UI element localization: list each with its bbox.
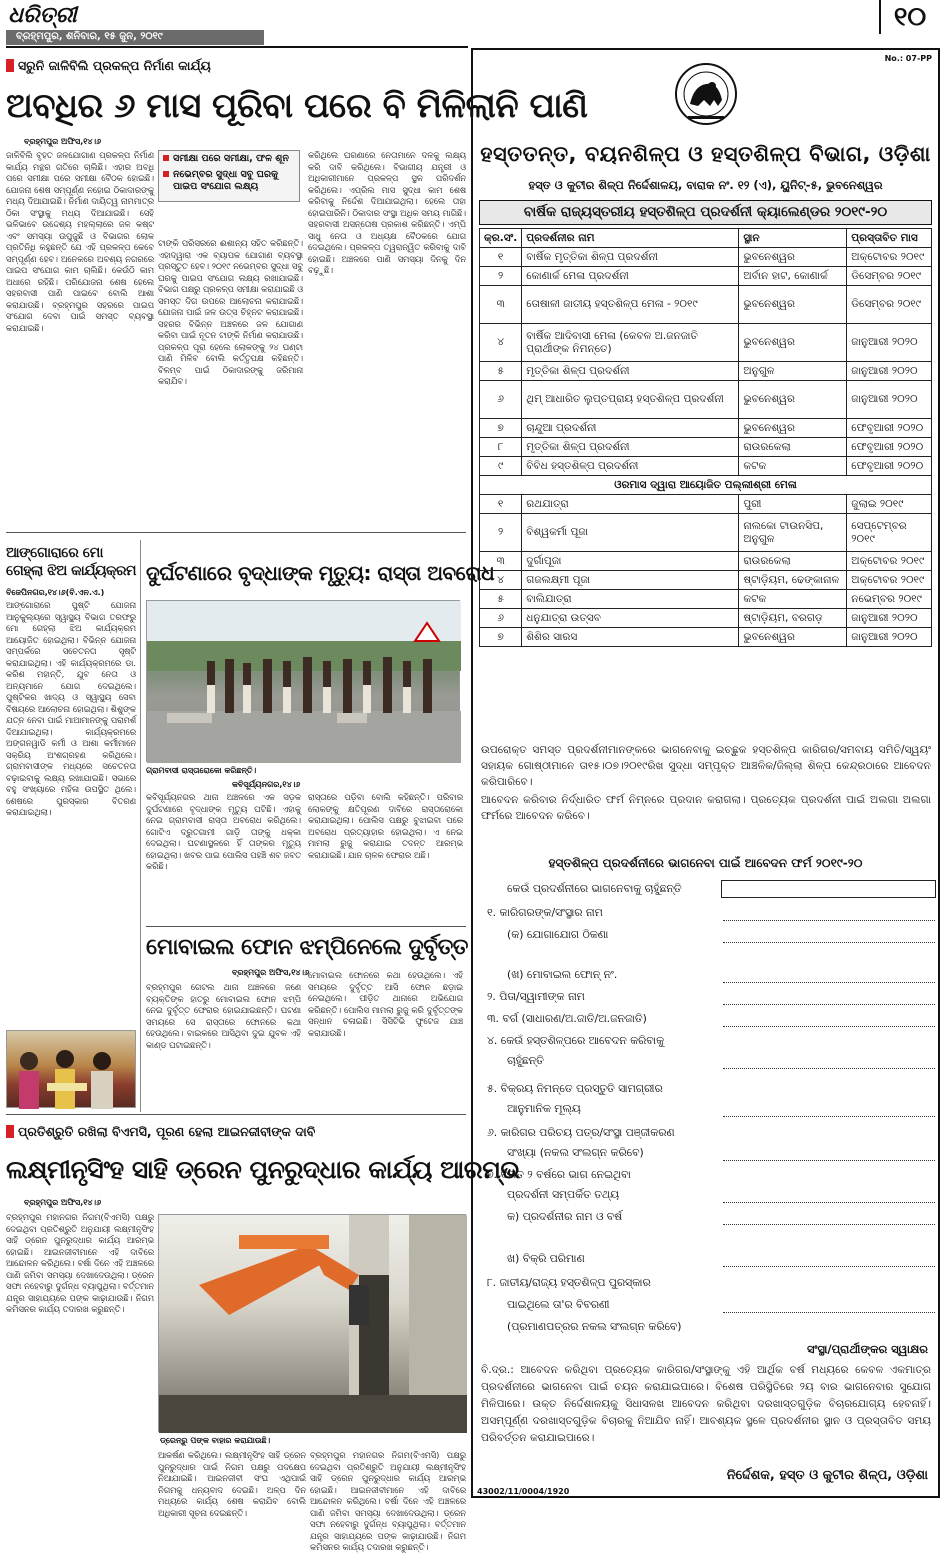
form-field: (ପ୍ରମାଣପତ୍ରର ନକଲ ସଂଲଗ୍ନ କରିବେ) (507, 1320, 682, 1333)
form-field: ପାଇଥିଲେ ତା'ର ବିବରଣୀ (507, 1298, 610, 1311)
form-field: ୫. ବିକ୍ରୟ ନିମନ୍ତେ ପ୍ରସ୍ତୁତି ସାମଗ୍ରୀର (487, 1082, 663, 1095)
form-blank-line (723, 1266, 935, 1267)
story1-col1: ଜାଳିବିଲି ବୃହତ ଜଳଯୋଗାଣ ପ୍ରକଳ୍ପ ନିର୍ମାଣ କାର୍ଯ୍ୟ ମନ୍ଥର ଗତିରେ ଚାଲିଛି। ଏହାର ଅବଧି ପରେ ସମୀକ୍ଷା ପରେ ସମୀକ୍ଷା ବୈଠକ ହୋଇଛି। ଯୋଜନା ଶେଷ ସମ୍ପୂର୍ଣ୍ଣ ନହୋଇ ଠିକାଦାରଙ୍କୁ ମଧ୍ୟ ଦିଆଯାଇଛି। ନିର୍ମାଣ ଦାୟିତ୍ୱ ନାମମାତ୍ର ଠିକା ସଂସ୍ଥାକୁ ମଧ୍ୟ ଦିଆଯାଇଛି। ସେହି ଭଳିଭାବେ ଉଦ୍ଦେଶ୍ୟ ମହଲ୍ଲାରେ ଜଳ କଷ୍ଟ ଏବଂ ସମସ୍ୟା ଉପୁଜୁଛି ଓ ବିଭାଗର ଲୋକ ପ୍ରତିନିଧି କହୁଛନ୍ତି ଯେ ଏହି ପ୍ରକଳ୍ପ କେବେ ସମ୍ପୂର୍ଣ୍ଣ ହେବ। ଅନେକରେ ଅବଶ୍ୟ ନଗରରେ ପାଇପ ସଂଯୋଗ କାମ ଚାଲିଛି। କେଉଁଠି କାମ ଅଧାରେ ରହିଛି। ପରିଯୋଜନା ଶେଷ ହେଲେ ସହରବାସୀ ପାଣି ପାଇବେ ବୋଲି ଆଶା କରାଯାଉଛି। ବ୍ରହ୍ମପୁର ସହରରେ ପାଇପ ସଂଯୋଗ ଦେବା ପାଇଁ ସମସ୍ତ ବ୍ୟବସ୍ଥା କରାଯାଇଛି। (6, 150, 154, 333)
story5-byline: ବ୍ରହ୍ମପୁର ଅଫିସ,୧୪।୬ (24, 1198, 102, 1207)
table-row: ୭ ଚାନ୍ଦୁଆ ପ୍ରଦର୍ଶନୀ ଭୁବନେଶ୍ୱର ଫେବୃଆରୀ ୨୦୨୦ (480, 419, 932, 438)
table-row: ୨ ବିଶ୍ୱକର୍ମା ପୂଜା ନାଲକୋ ଟାଉନସିପ, ଅନୁଗୁଳ ସେପ୍ଟେମ୍ବର ୨୦୧୯ (480, 514, 932, 552)
highlight-item: ନଭେମ୍ବର ସୁଦ୍ଧା ସବୁ ଘରକୁ ପାଇପ ସଂଯୋଗ ଲକ୍ଷ୍ୟ (159, 167, 299, 195)
table-row: ୬ ଥିମ୍ ଆଧାରିତ ଲୁପ୍ତପ୍ରାୟ ହସ୍ତଶିଳ୍ପ ପ୍ରଦର୍ଶନୀ ଭୁବନେଶ୍ୱର ଜାନୁଆରୀ ୨୦୨୦ (480, 381, 932, 419)
story5-caption: ଡ୍ରେନ୍ରୁ ପଙ୍କ ବାହାର କରାଯାଉଛି। (160, 1436, 271, 1445)
column-divider (140, 540, 141, 1112)
table-row: ୩ ଦୁର୍ଗାପୂଜା ରାଉରକେଲା ଅକ୍ଟୋବର ୨୦୧୯ (480, 552, 932, 571)
red-bar-icon (6, 59, 14, 72)
form-field: ୮. ଜାତୀୟ/ରାଜ୍ୟ ହସ୍ତଶିଳ୍ପ ପୁରସ୍କାର (487, 1276, 651, 1289)
form-blank-line (723, 1026, 935, 1027)
form-blank-line (723, 1004, 935, 1005)
table-header-row (480, 229, 932, 248)
divider (6, 532, 466, 533)
header-place: ସ୍ଥାନ (739, 229, 847, 248)
form-field: ଆନୁମାନିକ ମୂଲ୍ୟ (507, 1102, 581, 1115)
top-rule (6, 46, 468, 48)
story5-headline: ଲକ୍ଷ୍ମୀନୃସିଂହ ସାହି ଡ୍ରେନ ପୁନରୁଦ୍ଧାର କାର୍ଯ୍ୟ ଆରମ୍ଭ (6, 1155, 520, 1184)
table-row: ୫ ମୃତ୍ତିକା ଶିଳ୍ପ ପ୍ରଦର୍ଶନୀ ଅନୁଗୁଳ ଜାନୁଆରୀ ୨୦୨୦ (480, 362, 932, 381)
story2-body: ଆଙ୍ଗୋରାରେ ପୁଷ୍ଟି ଯୋଜନା ଆନୁକୁଲ୍ୟରେ ସ୍ୱାସ୍ଥ୍ୟ ବିଭାଗ ତରଫରୁ ମୋ ଗେହ୍ଲା ଝିଅ କାର୍ଯ୍ୟକ୍ରମ ଆୟୋଜିତ ହୋଇଥିଲା। ବିଭିନ୍ନ ଯୋଜନା ସମ୍ପର୍କରେ ସଚେତନତା ସୃଷ୍ଟି କରାଯାଇଥିଲା। ଏହି କାର୍ଯ୍ୟକ୍ରମରେ ଡା. କରିଶ ମହାନ୍ତି, ଯୁବ ନେତା ଓ ଅନ୍ୟମାନେ ଯୋଗ ଦେଇଥିଲେ। ପୁଷ୍ଟିକର ଖାଦ୍ୟ ଓ ସ୍ୱାସ୍ଥ୍ୟ ସେବା ବିଷୟରେ ଆଲୋଚନା ହୋଇଥିଲା। ଶିଶୁଙ୍କ ଯତ୍ନ ନେବା ପାଇଁ ମାଆମାନଙ୍କୁ ପରାମର୍ଶ ଦିଆଯାଇଥିଲା। କାର୍ଯ୍ୟକ୍ରମରେ ଅଙ୍ଗନୱାଡି କର୍ମୀ ଓ ଆଶା କର୍ମୀମାନେ ସକ୍ରିୟ ଅଂଶଗ୍ରହଣ କରିଥିଲେ। ଗ୍ରାମବାସୀଙ୍କ ମଧ୍ୟରେ ସଚେତନତା ବଢ଼ାଇବାକୁ ଲକ୍ଷ୍ୟ ରଖାଯାଇଛି। ସଭାରେ ବହୁ ସଂଖ୍ୟାରେ ମହିଳା ଉପସ୍ଥିତ ଥିଲେ। ଶେଷରେ ପୁରସ୍କାର ବିତରଣ କରାଯାଇଥିଲା। (6, 600, 136, 817)
ad-note: ବି.ଦ୍ର.: ଆବେଦନ କରିଥିବା ପ୍ରତ୍ୟେକ କାରିଗର/ସଂସ୍ଥାଙ୍କୁ ଏହି ଆର୍ଥିକ ବର୍ଷ ମଧ୍ୟରେ କେବଳ ଏକମାତ୍ର ପ୍ରଦର୍ଶନୀରେ ଭାଗନେବା ପାଇଁ ଚୟନ କରାଯାଇପାରେ। ବିଶେଷ ପରିସ୍ଥିତିରେ ୨ୟ ବାର ଭାଗନେବାର ସୁଯୋଗ ମିଳିପାରେ। ଉକ୍ତ ନିର୍ଦ୍ଦେଶାଳୟକୁ ସିଧାସଳଖ ଆବେଦନ କରିଥିବା ଦରଖାସ୍ତଗୁଡ଼ିକ ବିଚାରଯୋଗ୍ୟ ହେବନାହିଁ। ଅସମ୍ପୂର୍ଣ୍ଣ ଦରଖାସ୍ତଗୁଡ଼ିକ ବିଚାରକୁ ନିଆଯିବ ନାହିଁ। ଆବଶ୍ୟକ ସ୍ଥଳେ ପ୍ରଦର୍ଶନୀର ସ୍ଥାନ ଓ ପ୍ରସ୍ତାବିତ ସମୟ ପରିବର୍ତ୍ତନ କରାଯାଇପାରେ। (481, 1364, 931, 1444)
ad-ref-number: No.: 07-PP (884, 54, 932, 63)
story1-byline: ବ୍ରହ୍ମପୁର ଅଫିସ,୧୪।୬ (24, 137, 102, 146)
form-field: ୭. ବିଗତ ୨ ବର୍ଷରେ ଭାଗ ନେଇଥିବା (487, 1168, 631, 1181)
dateline: ବ୍ରହ୍ମପୁର, ଶନିବାର, ୧୫ ଜୁନ, ୨୦୧୯ (6, 30, 264, 45)
masthead (0, 0, 945, 48)
table-row: ୪ ବାର୍ଷିକ ଆଦିବାସୀ ମେଳା (କେବଳ ଅ.ଜନଜାତି ପ୍ରାର୍ଥୀଙ୍କ ନିମନ୍ତେ) ଭୁବନେଶ୍ୱର ଜାନୁଆରୀ ୨୦୨୦ (480, 324, 932, 362)
highlight-item: ସମୀକ୍ଷା ପରେ ସମୀକ୍ଷା, ଫଳ ଶୂନ (159, 151, 299, 167)
exhibition-preference-box (721, 880, 936, 898)
ad-subtitle: ହସ୍ତ ଓ କୁଟୀର ଶିଳ୍ପ ନିର୍ଦ୍ଦେଶାଳୟ, ବାରାକ ନଂ. ୧୨ (ଏ), ୟୁନିଟ୍-୫, ଭୁବନେଶ୍ୱର (528, 178, 883, 192)
story3-caption: ଗ୍ରାମବାସୀ ରାସ୍ତାରୋକୋ କରିଛନ୍ତି। (146, 766, 257, 775)
table-row: ୩ ତୋଷାଳୀ ଜାତୀୟ ହସ୍ତଶିଳ୍ପ ମେଳା - ୨୦୧୯ ଭୁବନେଶ୍ୱର ଡିସେମ୍ବର ୨୦୧୯ (480, 286, 932, 324)
form-blank-line (723, 1224, 935, 1225)
form-blank-line (723, 1116, 935, 1117)
page-number: ୧୦ (879, 0, 939, 34)
form-field: ୩. ବର୍ଗ (ସାଧାରଣ/ଅ.ଜାତି/ଅ.ଜନଜାତି) (487, 1012, 647, 1025)
excavator-image (159, 1215, 467, 1433)
crowd-image (147, 601, 461, 763)
divider (6, 1114, 466, 1115)
ad-code: 43002/11/0004/1920 (477, 1487, 570, 1496)
form-blank-line (723, 1068, 935, 1069)
form-field: ପ୍ରଦର୍ଶନୀ ସମ୍ପର୍କିତ ତଥ୍ୟ (507, 1188, 619, 1201)
form-field: କ) ପ୍ରଦର୍ଶନୀର ନାମ ଓ ବର୍ଷ (507, 1210, 623, 1223)
story1-col3: କରିଥିଲେ ଘରଣାରେ ନେତାମାନେ ଦଳକୁ ଲକ୍ଷ୍ୟ କରି ଦାବି କରିଥିଲେ। ବିଭାଗୀୟ ଯନ୍ତ୍ରୀ ଓ ଅଧିକାରୀମାନେ ପ୍ରକଳ୍ପ ସ୍ଥଳ ପରିଦର୍ଶନ କରିଥିଲେ। ଏପ୍ରିଲ ମାସ ସୁଦ୍ଧା କାମ ଶେଷ କରିବାକୁ ନିର୍ଦ୍ଦେଶ ଦିଆଯାଇଥିଲା। ହେଲେ ତାହା ହୋଇପାରିନି। ଠିକାଦାର ସଂସ୍ଥା ଅଧିକ ସମୟ ମାଗିଛି। ସହରବାସୀ ଅସନ୍ତୋଷ ପ୍ରକାଶ କରିଛନ୍ତି। ଏମ୍ପି ସାଧୁ ନେତା ଓ ଅଧ୍ୟକ୍ଷ ବୈଠକରେ ଯୋଗ ଦେଇଥିଲେ। ପ୍ରକଳ୍ପ ତ୍ୱରାନ୍ୱିତ କରିବାକୁ ଦାବି ହୋଇଛି। ଅଞ୍ଚଳରେ ପାଣି ସମସ୍ୟା ଦିନକୁ ଦିନ ବଢ଼ୁଛି। (308, 150, 466, 275)
form-blank-line (723, 1312, 935, 1313)
story2-headline: ଆଙ୍ଗୋରାରେ ମୋ ଗେହ୍ଲା ଝିଅ କାର୍ଯ୍ୟକ୍ରମ (6, 545, 136, 579)
signature-label: ସଂସ୍ଥା/ପ୍ରାର୍ଥୀଙ୍କର ସ୍ୱାକ୍ଷର (806, 1342, 928, 1356)
form-field: (କ) ଯୋଗାଯୋଗ ଠିକଣା (507, 928, 609, 941)
story5-col1: ବ୍ରହ୍ମପୁର ମହାନଗର ନିଗମ(ବିଏମସି) ପକ୍ଷରୁ ଦେଇଥିବା ପ୍ରତିଶ୍ରୁତି ଅନୁଯାୟୀ ଲକ୍ଷ୍ମୀନୃସିଂହ ସାହି ଡ୍ରେନ ପୁନରୁଦ୍ଧାର କାର୍ଯ୍ୟ ଆରମ୍ଭ ହୋଇଛି। ଆଇନଜୀବୀମାନେ ଏହି ଦାବିରେ ଆନ୍ଦୋଳନ କରିଥିଲେ। ବର୍ଷା ଦିନେ ଏହି ଅଞ୍ଚଳରେ ପାଣି ଜମିବା ସମସ୍ୟା ଦେଖାଦେଉଥିଲା। ଡ୍ରେନ ସଫା ନହେବାରୁ ଦୁର୍ଗନ୍ଧ ବ୍ୟାପୁଥିଲା। ବର୍ତ୍ତମାନ ଯନ୍ତ୍ର ସାହାଯ୍ୟରେ ପଙ୍କ କାଢ଼ାଯାଉଛି। ନିଗମ କମିସନର କାର୍ଯ୍ୟ ତଦାରଖ କରୁଛନ୍ତି। (6, 1212, 154, 1314)
table-row: ୫ ବାଲିଯାତ୍ରା କଟକ ନଭେମ୍ବର ୨୦୧୯ (480, 590, 932, 609)
story1-headline: ଅବଧିର ୬ ମାସ ପୂରିବା ପରେ ବି ମିଳିଲାନି ପାଣି (6, 86, 588, 126)
table-row: ୧ ରଥଯାତ୍ରା ପୁରୀ ଜୁଲାଇ ୨୦୧୯ (480, 495, 932, 514)
form-field: କେଉଁ ପ୍ରଦର୍ଶନୀରେ ଭାଗନେବାକୁ ଚାହୁଁଛନ୍ତି (507, 882, 682, 895)
story3-byline: କବିସୂର୍ଯ୍ୟନଗର,୧୪।୬ (232, 780, 301, 789)
event-photo (6, 1030, 136, 1108)
story1-kicker: ସରୁନି ଜାଳିବିଲି ପ୍ରକଳ୍ପ ନିର୍ମାଣ କାର୍ଯ୍ୟ (6, 58, 211, 74)
form-field: ୨. ପିତା/ସ୍ୱାମୀଙ୍କ ନାମ (487, 990, 585, 1003)
form-field: ୬. କାରିଗର ପରିଚୟ ପତ୍ର/ସଂସ୍ଥା ପଞ୍ଜୀକରଣ (487, 1126, 675, 1139)
table-row: ୬ ଧନୁଯାତ୍ରା ଉତ୍ସବ ଷ୍ଟାଡ଼ିୟମ, ବରଗଡ଼ ଜାନୁଆରୀ ୨୦୨୦ (480, 609, 932, 628)
story4-col2: ମୋବାଇଲ ଫୋନରେ କଥା ହେଉଥିଲେ। ଏହି ସମୟରେ ଦୁର୍ବୃତ୍ତ ଆସି ଫୋନ ଛଡ଼ାଇ ନେଇଥିଲେ। ପୀଡ଼ିତ ଥାନାରେ ଅଭିଯୋଗ କରିଛନ୍ତି। ପୋଲିସ ମାମଲା ରୁଜୁ କରି ଦୁର୍ବୃତ୍ତଙ୍କ ସନ୍ଧାନ ଚଳାଇଛି। ସିସିଟିଭି ଫୁଟେଜ ଯାଞ୍ଚ କରାଯାଉଛି। (308, 970, 463, 1038)
form-field: ସଂଖ୍ୟା (ନକଲ ସଂଲଗ୍ନ କରିବେ) (507, 1146, 644, 1159)
people-image (7, 1031, 137, 1109)
story2-byline: ବିଜେପିନଗର,୧୪।୬(ବି.ଏନ.ଏ.) (6, 588, 105, 597)
story5-col3: ବ୍ରହ୍ମପୁର ମହାନଗର ନିଗମ(ବିଏମସି) ପକ୍ଷରୁ ଦେଇଥିବା ପ୍ରତିଶ୍ରୁତି ଅନୁଯାୟୀ ଲକ୍ଷ୍ମୀନୃସିଂହ ସାହି ଡ୍ରେନ ପୁନରୁଦ୍ଧାର କାର୍ଯ୍ୟ ଆରମ୍ଭ ହୋଇଛି। ଆଇନଜୀବୀମାନେ ଏହି ଦାବିରେ ଆନ୍ଦୋଳନ କରିଥିଲେ। ବର୍ଷା ଦିନେ ଏହି ଅଞ୍ଚଳରେ ପାଣି ଜମିବା ସମସ୍ୟା ଦେଖାଦେଉଥିଲା। ଡ୍ରେନ ସଫା ନହେବାରୁ ଦୁର୍ଗନ୍ଧ ବ୍ୟାପୁଥିଲା। ବର୍ତ୍ତମାନ ଯନ୍ତ୍ର ସାହାଯ୍ୟରେ ପଙ୍କ କାଢ଼ାଯାଉଛି। ନିଗମ କମିସନର କାର୍ଯ୍ୟ ତଦାରଖ କରୁଛନ୍ତି। (310, 1450, 466, 1552)
form-blank-line (723, 1202, 935, 1203)
form-blank-line (723, 982, 935, 983)
odisha-emblem-icon (674, 60, 738, 134)
story1-highlight-box (158, 150, 300, 202)
ad-footer: ନିର୍ଦ୍ଦେଶକ, ହସ୍ତ ଓ କୁଟୀର ଶିଳ୍ପ, ଓଡ଼ିଶା (726, 1468, 928, 1483)
newspaper-logo: ଧରିତ୍ରୀ (8, 2, 77, 28)
table-row: ୮ ମୃତ୍ତିକା ଶିଳ୍ପ ପ୍ରଦର୍ଶନୀ ରାଉରକେଲା ଫେବୃଆରୀ ୨୦୨୦ (480, 438, 932, 457)
form-field: ୪. କେଉଁ ହସ୍ତଶିଳ୍ପରେ ଆବେଦନ କରିବାକୁ (487, 1034, 665, 1047)
red-bar-icon (6, 1125, 14, 1138)
form-field: ଚାହୁଁଛନ୍ତି (507, 1054, 544, 1067)
form-blank-line (723, 920, 935, 921)
story4-col1: ବ୍ରହ୍ମପୁର ଗେଟଲ ଥାନା ଅଞ୍ଚଳରେ ଜଣେ ବ୍ୟକ୍ତିଙ୍କ ହାତରୁ ମୋବାଇଲ ଫୋନ ଝମ୍ପି ନେଇ ଦୁର୍ବୃତ୍ତ ଫେରାର ହୋଇଯାଇଛନ୍ତି। ଘଟଣା ସମୟରେ ସେ ରାସ୍ତାରେ ଫୋନରେ କଥା ହେଉଥିଲେ। ବାଇକରେ ଆସିଥିବା ଦୁଇ ଯୁବକ ଏହି କାଣ୍ଡ ଘଟାଇଛନ୍ତି। (146, 982, 301, 1050)
form-field: ଖ) ବିକ୍ରି ପରିମାଣ (507, 1252, 585, 1265)
table-row: ୨ କୋଣାର୍କ ମେଳା ପ୍ରଦର୍ଶନୀ ଅର୍ବାନ ହାଟ, କୋଣାର୍କ ଡିସେମ୍ବର ୨୦୧୯ (480, 267, 932, 286)
exhibition-table (479, 228, 932, 647)
form-blank-line (723, 1160, 935, 1161)
table-row: ୯ ବିବିଧ ହସ୍ତଶିଳ୍ପ ପ୍ରଦର୍ଶନୀ କଟକ ଫେବୃଆରୀ ୨୦୨୦ (480, 457, 932, 476)
header-month: ପ୍ରସ୍ତାବିତ ମାସ (847, 229, 932, 248)
story5-kicker: ପ୍ରତିଶ୍ରୁତି ରଖିଲା ବିଏମସି, ପୂରଣ ହେଲା ଆଇନଜୀବୀଙ୍କ ଦାବି (6, 1124, 315, 1140)
table-section-row (480, 476, 932, 495)
calendar-band: ବାର୍ଷିକ ରାଜ୍ୟସ୍ତରୀୟ ହସ୍ତଶିଳ୍ପ ପ୍ରଦର୍ଶନୀ କ୍ୟାଲେଣ୍ଡର ୨୦୧୯-୨୦ (479, 200, 932, 225)
form-field: ୧. କାରିଗରଙ୍କ/ସଂସ୍ଥାର ନାମ (487, 906, 603, 919)
table-row: ୧ ବାର୍ଷିକ ମୃତ୍ତିକା ଶିଳ୍ପ ପ୍ରଦର୍ଶନୀ ଭୁବନେଶ୍ୱର ଅକ୍ଟୋବର ୨୦୧୯ (480, 248, 932, 267)
story1-col2: ଟାଙ୍କି ପରିସରରେ ଈଶାନ୍ୟ ସହିତ କରିଛନ୍ତି। ଏହାଦ୍ୱାରା ଏକ ବ୍ୟାପକ ଯୋଗାଣ ବ୍ୟବସ୍ଥା ପ୍ରସ୍ତୁତ ହେବ। ୨୦୧୯ ନଭେମ୍ବର ସୁଦ୍ଧା ସବୁ ଘରକୁ ପାଇପ ସଂଯୋଗ ଲକ୍ଷ୍ୟ ରଖାଯାଇଛି। ବିଭାଗ ପକ୍ଷରୁ ପ୍ରକଳ୍ପ ସମୀକ୍ଷା କରାଯାଇଛି ଓ ସମସ୍ତ ଦିଗ ଉପରେ ଆଲୋଚନା କରାଯାଇଛି। ଯୋଜନା ପାଇଁ ଜଳ ଉତ୍ସ ଚିହ୍ନଟ କରାଯାଇଛି। ସହରର ବିଭିନ୍ନ ଅଞ୍ଚଳରେ ଜଳ ଯୋଗାଣ କରିବା ପାଇଁ ନୂତନ ଟାଙ୍କି ନିର୍ମାଣ କରାଯାଉଛି। ପ୍ରକଳ୍ପ ପୂରା ହେଲେ ଲୋକଙ୍କୁ ୨୪ ଘଣ୍ଟା ପାଣି ମିଳିବ ବୋଲି କର୍ତ୍ତୃପକ୍ଷ କହିଛନ୍ତି। ବିଳମ୍ବ ପାଇଁ ଠିକାଦାରଙ୍କୁ ଜରିମାନା କରାଯିବ। (158, 238, 303, 386)
table-row: ୭ ଶିଶିର ସାରସ ଭୁବନେଶ୍ୱର ଜାନୁଆରୀ ୨୦୨୦ (480, 628, 932, 647)
form-blank-line (723, 942, 935, 943)
government-advertisement (471, 48, 940, 1498)
header-serial: କ୍ର.ସଂ. (480, 229, 522, 248)
story4-headline: ମୋବାଇଲ ଫୋନ ଝମ୍ପିନେଲେ ଦୁର୍ବୃତ୍ତ (146, 935, 468, 960)
ad-title: ହସ୍ତତନ୍ତ, ବୟନଶିଳ୍ପ ଓ ହସ୍ତଶିଳ୍ପ ବିଭାଗ, ଓଡ଼ିଶା (480, 142, 931, 166)
section-title: ଓରମାସ ଦ୍ୱାରା ଆୟୋଜିତ ପଲ୍ଲୀଶ୍ରୀ ମେଳା (480, 476, 932, 495)
ad-paragraph-1: ଉପରୋକ୍ତ ସମସ୍ତ ପ୍ରଦର୍ଶନୀମାନଙ୍କରେ ଭାଗନେବାକୁ ଇଚ୍ଛୁକ ହସ୍ତଶିଳ୍ପ କାରିଗର/ସମବାୟ ସମିତି/ସ୍ୱୟଂ ସହାୟକ ଗୋଷ୍ଠୀମାନେ ତା୧୫।୦୭।୨୦୧୯ରିଖ ସୁଦ୍ଧା ସମ୍ପୃକ୍ତ ଆଞ୍ଚଳିକ/ଜିଲ୍ଲା ଶିଳ୍ପ କେନ୍ଦ୍ରଠାରେ ଆବେଦନ କରିପାରିବେ। (481, 744, 931, 788)
story3-col2: ରାସ୍ତାରେ ପଡ଼ିବା ବୋଲି କହିଛନ୍ତି। ପରିବାର ଲୋକଙ୍କୁ କ୍ଷତିପୂରଣ ଦାବିରେ ରାସ୍ତାରୋକୋ କରାଯାଇଥିଲା। ପୋଲିସ ପକ୍ଷରୁ ବୁଝାଇବା ପରେ ଅବରୋଧ ପ୍ରତ୍ୟାହାର ହୋଇଥିଲା। ଏ ନେଇ ମାମଲା ରୁଜୁ କରାଯାଇ ତଦନ୍ତ ଆରମ୍ଭ କରାଯାଇଛି। ଯାନ ଚାଳକ ଫେରାର ଅଛି। (308, 792, 463, 860)
drain-excavator-photo (158, 1214, 466, 1432)
story5-col2: ଆକର୍ଷଣ କରିଥିଲେ। ଲକ୍ଷ୍ମୀନୃସିଂହ ସାହି ଡ୍ରେନ ପୁନରୁଦ୍ଧାର ପାଇଁ ନିଗମ ପକ୍ଷରୁ ପଦକ୍ଷେପ ନିଆଯାଇଛି। ଆଇନଜୀବୀ ସଂଘ ଏଥିପାଇଁ ନିଗମକୁ ଧନ୍ୟବାଦ ଦେଇଛି। ଅଳ୍ପ ଦିନ ମଧ୍ୟରେ କାର୍ଯ୍ୟ ଶେଷ କରାଯିବ ବୋଲି ଅଧିକାରୀ ସୂଚନା ଦେଇଛନ୍ତି। (158, 1450, 306, 1518)
divider (146, 926, 466, 927)
form-title: ହସ୍ତଶିଳ୍ପ ପ୍ରଦର୍ଶନୀରେ ଭାଗନେବା ପାଇଁ ଆବେଦନ ଫର୍ମ ୨୦୧୯-୨୦ (548, 856, 863, 870)
table-row: ୪ ଗଜଲକ୍ଷ୍ମୀ ପୂଜା ଷ୍ଟାଡ଼ିୟମ, ଢେଙ୍କାନାଳ ଅକ୍ଟୋବର ୨୦୧୯ (480, 571, 932, 590)
road-blockade-photo (146, 600, 460, 762)
story3-headline: ଦୁର୍ଘଟଣାରେ ବୃଦ୍ଧାଙ୍କ ମୃତ୍ୟୁ: ରାସ୍ତା ଅବରୋଧ (146, 561, 495, 585)
ad-paragraph-2: ଆବେଦନ କରିବାର ନିର୍ଦ୍ଧାରିତ ଫର୍ମ ନିମ୍ନରେ ପ୍ରଦାନ କରାଗଲା। ପ୍ରତ୍ୟେକ ପ୍ରଦର୍ଶନୀ ପାଇଁ ଅଲଗା ଅଲଗା ଫର୍ମରେ ଆବେଦନ କରିବେ। (481, 794, 931, 822)
header-name: ପ୍ରଦର୍ଶନୀର ନାମ (522, 229, 739, 248)
story4-byline: ବ୍ରହ୍ମପୁର ଅଫିସ,୧୪।୬ (232, 968, 310, 977)
form-field: (ଖ) ମୋବାଇଲ ଫୋନ୍ ନଂ. (507, 968, 618, 981)
story3-col1: କବିସୂର୍ଯ୍ୟନଗର ଥାନା ଅଞ୍ଚଳରେ ଏକ ସଡ଼କ ଦୁର୍ଘଟଣାରେ ବୃଦ୍ଧାଙ୍କ ମୃତ୍ୟୁ ଘଟିଛି। ଏହାକୁ ନେଇ ଗ୍ରାମବାସୀ ରାସ୍ତା ଅବରୋଧ କରିଥିଲେ। ଗୋଟିଏ ଦ୍ରୁତଗାମୀ ଗାଡ଼ି ତାଙ୍କୁ ଧକ୍କା ଦେଇଥିଲା। ଘଟଣାସ୍ଥଳରେ ହିଁ ତାଙ୍କର ମୃତ୍ୟୁ ହୋଇଥିଲା। ଖବର ପାଇ ପୋଲିସ ପହଞ୍ଚି ଶବ ଜବତ କରିଛି। (146, 792, 301, 871)
